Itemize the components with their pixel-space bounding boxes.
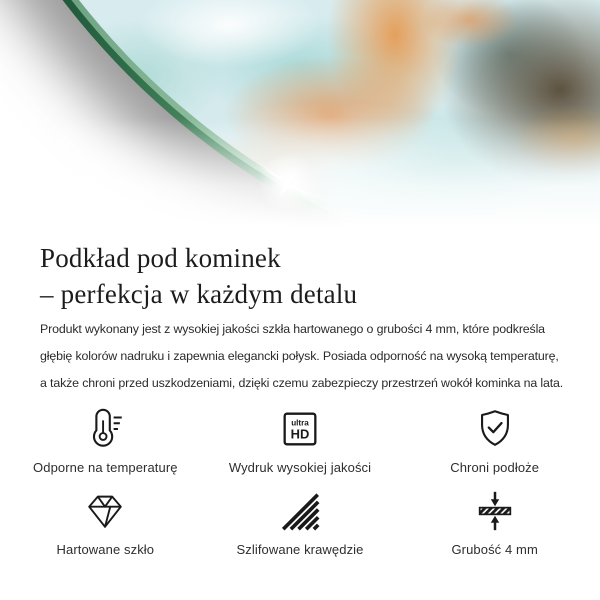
product-hero-image [0, 0, 600, 236]
description-line: a także chroni przed uszkodzeniami, dzięki czemu zabezpieczy przestrzeń wokół kominka na lata. [40, 376, 564, 390]
feature-label: Grubość 4 mm [451, 542, 538, 557]
polished-edges-icon [277, 488, 323, 534]
ultra-hd-icon-text-top: ultra [291, 418, 309, 428]
feature-label: Szlifowane krawędzie [236, 542, 364, 557]
page-title-line2: – perfekcja w każdym detalu [40, 279, 358, 309]
feature-label: Odporne na temperaturę [33, 460, 178, 475]
hero-white-fade [0, 0, 600, 236]
feature-item-tempered-glass [8, 488, 203, 557]
product-description [40, 316, 600, 397]
feature-item-temperature [8, 406, 203, 475]
feature-label: Chroni podłoże [450, 460, 540, 475]
thermometer-icon [82, 406, 128, 452]
shield-check-icon [472, 406, 518, 452]
feature-item-thickness [397, 488, 592, 557]
page-title-line1: Podkład pod kominek [40, 243, 281, 273]
thickness-4mm-icon [472, 488, 518, 534]
features-grid [8, 406, 592, 557]
ultra-hd-icon [277, 406, 323, 452]
ultra-hd-icon-text-bottom: HD [290, 426, 310, 442]
diamond-icon [82, 488, 128, 534]
description-line: głębię kolorów nadruku i zapewnia elegancki połysk. Posiada odporność na wysoką temperaturę, [40, 349, 559, 363]
feature-label: Hartowane szkło [56, 542, 155, 557]
feature-label: Wydruk wysokiej jakości [228, 460, 372, 475]
feature-item-polished-edges [203, 488, 398, 557]
feature-item-print-quality [203, 406, 398, 475]
page-title [0, 236, 600, 312]
feature-item-protects-floor [397, 406, 592, 475]
description-line: Produkt wykonany jest z wysokiej jakości szkła hartowanego o grubości 4 mm, które podkreśla [40, 322, 545, 336]
